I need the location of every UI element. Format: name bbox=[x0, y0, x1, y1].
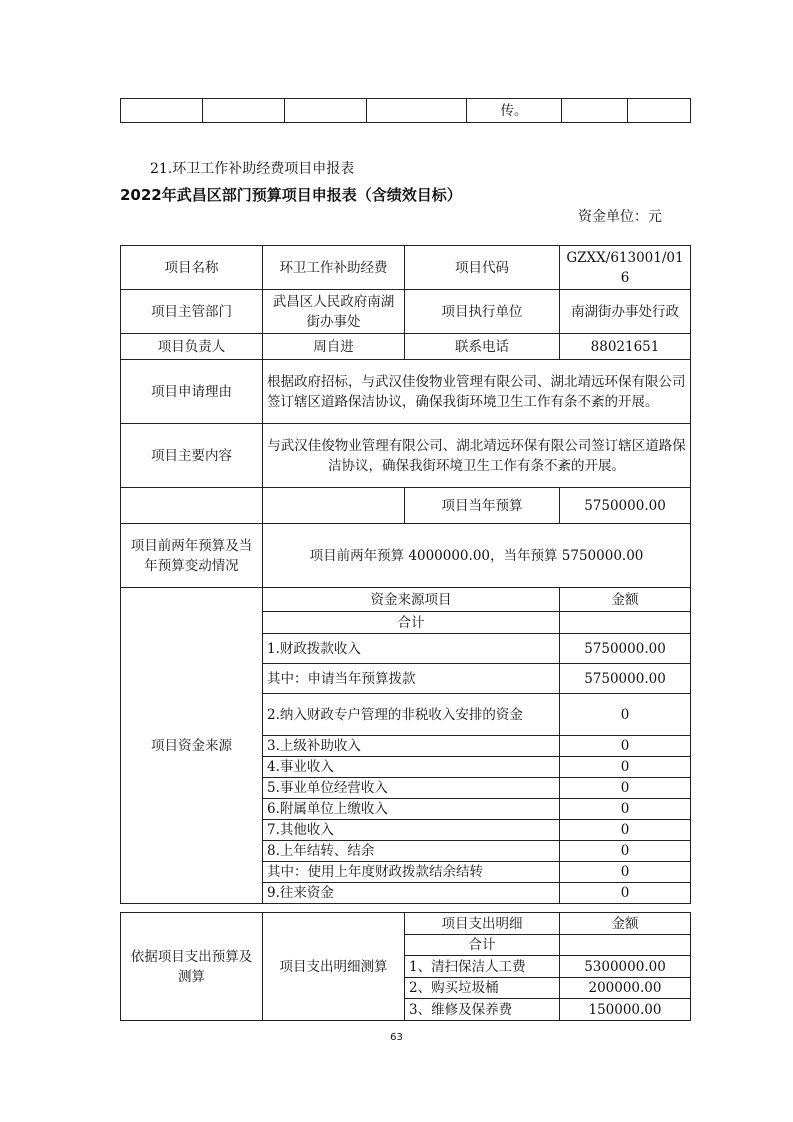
funding-row-amount: 0 bbox=[560, 862, 691, 883]
funding-row-name: 3.上级补助收入 bbox=[263, 736, 560, 757]
expense-col-amount: 金额 bbox=[560, 913, 691, 935]
expense-sub-label: 项目支出明细测算 bbox=[263, 913, 405, 1021]
funding-row-name: 2.纳入财政专户管理的非税收入安排的资金 bbox=[263, 694, 560, 736]
expense-label: 依据项目支出预算及测算 bbox=[121, 913, 263, 1021]
dept-value: 武昌区人民政府南湖街办事处 bbox=[263, 290, 405, 334]
funding-total-value bbox=[560, 612, 691, 634]
currency-unit: 资金单位：元 bbox=[578, 209, 662, 225]
top-cell-1 bbox=[121, 99, 203, 123]
funding-row-amount: 5750000.00 bbox=[560, 634, 691, 664]
phone-label: 联系电话 bbox=[405, 334, 560, 360]
page-number: 63 bbox=[390, 1032, 403, 1043]
expense-row-name: 2、购买垃圾桶 bbox=[405, 978, 560, 999]
expense-breakdown-table bbox=[120, 912, 691, 1021]
reason-value: 根据政府招标，与武汉佳俊物业管理有限公司、湖北靖远环保有限公司签订辖区道路保洁协议，确保我街环境卫生工作有条不紊的开展。 bbox=[263, 360, 691, 424]
top-fragment-table bbox=[120, 98, 691, 123]
funding-row-name: 9.往来资金 bbox=[263, 883, 560, 904]
top-cell-4 bbox=[367, 99, 467, 123]
budget-blank-1 bbox=[121, 488, 263, 524]
funding-row-amount: 0 bbox=[560, 736, 691, 757]
dept-label: 项目主管部门 bbox=[121, 290, 263, 334]
funding-row-amount: 0 bbox=[560, 799, 691, 820]
funding-row-amount: 0 bbox=[560, 883, 691, 904]
section-heading: 21.环卫工作补助经费项目申报表 bbox=[150, 161, 355, 177]
top-cell-6 bbox=[562, 99, 628, 123]
budget-label: 项目当年预算 bbox=[405, 488, 560, 524]
funding-row-name: 8.上年结转、结余 bbox=[263, 841, 560, 862]
doc-title: 2022年武昌区部门预算项目申报表（含绩效目标） bbox=[120, 186, 462, 204]
budget-value: 5750000.00 bbox=[560, 488, 691, 524]
expense-col-detail: 项目支出明细 bbox=[405, 913, 560, 935]
top-cell-2 bbox=[203, 99, 285, 123]
top-cell-7 bbox=[628, 99, 691, 123]
exec-unit-label: 项目执行单位 bbox=[405, 290, 560, 334]
content-value: 与武汉佳俊物业管理有限公司、湖北靖远环保有限公司签订辖区道路保洁协议，确保我街环境卫生工作有条不紊的开展。 bbox=[263, 424, 691, 488]
funding-row-amount: 0 bbox=[560, 694, 691, 736]
expense-row-name: 1、清扫保洁人工费 bbox=[405, 956, 560, 978]
funding-row-name: 1.财政拨款收入 bbox=[263, 634, 560, 664]
funding-row-amount: 0 bbox=[560, 841, 691, 862]
project-name-label: 项目名称 bbox=[121, 246, 263, 290]
content-label: 项目主要内容 bbox=[121, 424, 263, 488]
expense-row-amount: 5300000.00 bbox=[560, 956, 691, 978]
change-label: 项目前两年预算及当年预算变动情况 bbox=[121, 524, 263, 588]
funding-col-amount: 金额 bbox=[560, 588, 691, 612]
funding-source-table bbox=[120, 587, 691, 904]
funding-row-name: 其中：申请当年预算拨款 bbox=[263, 664, 560, 694]
funding-row-name: 5.事业单位经营收入 bbox=[263, 778, 560, 799]
phone-value: 88021651 bbox=[560, 334, 691, 360]
expense-row-amount: 150000.00 bbox=[560, 999, 691, 1021]
top-cell-3 bbox=[285, 99, 367, 123]
leader-value: 周自进 bbox=[263, 334, 405, 360]
funding-row-name: 7.其他收入 bbox=[263, 820, 560, 841]
project-code-label: 项目代码 bbox=[405, 246, 560, 290]
funding-row-name: 4.事业收入 bbox=[263, 757, 560, 778]
funding-row-amount: 0 bbox=[560, 820, 691, 841]
budget-blank-2 bbox=[263, 488, 405, 524]
expense-row-amount: 200000.00 bbox=[560, 978, 691, 999]
funding-col-source: 资金来源项目 bbox=[263, 588, 560, 612]
expense-row-name: 3、维修及保养费 bbox=[405, 999, 560, 1021]
top-cell-5: 传。 bbox=[467, 99, 562, 123]
funding-row-amount: 5750000.00 bbox=[560, 664, 691, 694]
expense-total-label: 合计 bbox=[405, 935, 560, 956]
funding-row-amount: 0 bbox=[560, 757, 691, 778]
expense-total-value bbox=[560, 935, 691, 956]
project-name-value: 环卫工作补助经费 bbox=[263, 246, 405, 290]
leader-label: 项目负责人 bbox=[121, 334, 263, 360]
funding-row-name: 6.附属单位上缴收入 bbox=[263, 799, 560, 820]
funding-total-label: 合计 bbox=[263, 612, 560, 634]
funding-label: 项目资金来源 bbox=[121, 588, 263, 904]
reason-label: 项目申请理由 bbox=[121, 360, 263, 424]
funding-row-name: 其中：使用上年度财政拨款结余结转 bbox=[263, 862, 560, 883]
exec-unit-value: 南湖街办事处行政 bbox=[560, 290, 691, 334]
project-code-value: GZXX/613001/016 bbox=[560, 246, 691, 290]
funding-row-amount: 0 bbox=[560, 778, 691, 799]
change-value: 项目前两年预算 4000000.00，当年预算 5750000.00 bbox=[263, 524, 691, 588]
project-application-table bbox=[120, 245, 691, 588]
